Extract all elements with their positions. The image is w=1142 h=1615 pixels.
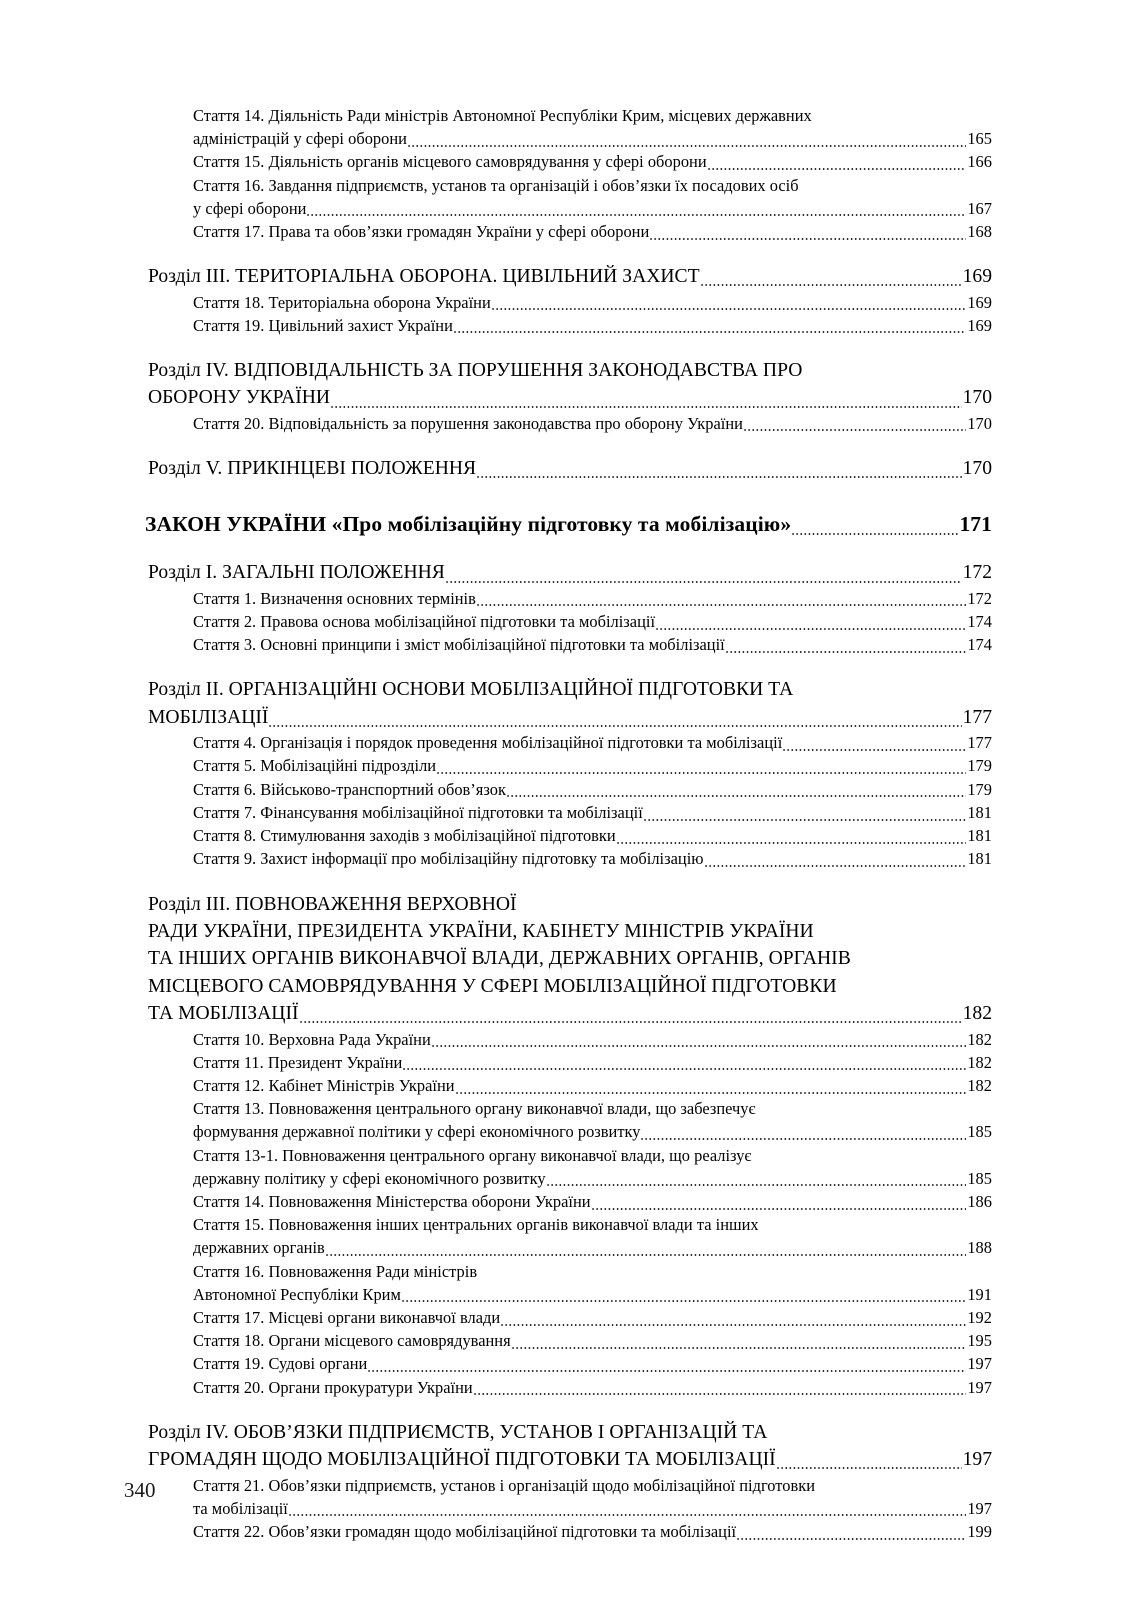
dot-leader <box>743 419 966 435</box>
toc-entry-line: ТА ІНШИХ ОРГАНІВ ВИКОНАВЧОЇ ВЛАДИ, ДЕРЖАВНИХ ОРГАНІВ, ОРГАНІВ <box>148 948 851 970</box>
toc-page-number: 191 <box>967 1284 992 1304</box>
dot-leader <box>782 738 966 754</box>
dot-leader <box>506 785 966 801</box>
toc-entry-title: Стаття 1. Визначення основних термінів <box>193 588 476 608</box>
toc-leader-row <box>145 509 992 539</box>
toc-page-number: 197 <box>967 1377 992 1397</box>
toc-leader-row <box>193 1520 992 1543</box>
toc-entry-line: Стаття 21. Обов’язки підприємств, установ і організацій щодо мобілізаційної підготовки <box>193 1475 816 1495</box>
toc-page-number: 182 <box>967 1052 992 1072</box>
toc-page-number: 172 <box>967 588 992 608</box>
toc-page-number: 195 <box>967 1331 992 1351</box>
toc-leader-row <box>193 1051 992 1074</box>
toc-article-entry[interactable] <box>193 174 992 220</box>
toc-article-entry[interactable] <box>193 633 992 656</box>
toc-entry-line: Стаття 13. Повноваження центрального органу виконавчої влади, що забезпечує <box>193 1099 756 1119</box>
toc-leader-row <box>193 1190 992 1213</box>
dot-leader <box>401 1290 966 1306</box>
toc-entry-title: Стаття 3. Основні принципи і зміст мобілізаційної підготовки та мобілізації <box>193 635 725 655</box>
toc-leader-row <box>193 778 992 801</box>
toc-entry-title: ГРОМАДЯН ЩОДО МОБІЛІЗАЦІЙНОЇ ПІДГОТОВКИ ТА МОБІЛІЗАЦІЇ <box>148 1449 776 1471</box>
toc-leader-row <box>193 754 992 777</box>
toc-article-entry[interactable] <box>193 220 992 243</box>
toc-leader-row <box>193 1074 992 1097</box>
toc-entry-title: Стаття 9. Захист інформації про мобілізаційну підготовку та мобілізацію <box>193 849 704 869</box>
toc-leader-row <box>193 610 992 633</box>
toc-entry-line: Розділ IV. ОБОВ’ЯЗКИ ПІДПРИЄМСТВ, УСТАНОВ І ОРГАНІЗАЦІЙ ТА <box>148 1421 768 1443</box>
toc-page-number: 170 <box>967 413 992 433</box>
toc-article-entry[interactable] <box>193 1376 992 1399</box>
dot-leader <box>288 1504 967 1520</box>
toc-page-number: 166 <box>967 152 992 172</box>
dot-leader <box>367 1359 966 1375</box>
toc-page-number: 169 <box>967 292 992 312</box>
toc-entry-title: Розділ I. ЗАГАЛЬНІ ПОЛОЖЕННЯ <box>148 562 445 584</box>
toc-article-entry[interactable] <box>193 412 992 435</box>
toc-leader-row <box>193 150 992 173</box>
toc-entry-title: Стаття 19. Судові органи <box>193 1354 368 1374</box>
toc-leader-row <box>193 824 992 847</box>
dot-leader <box>707 157 967 173</box>
toc-page-number: 181 <box>967 802 992 822</box>
toc-entry-line: РАДИ УКРАЇНИ, ПРЕЗИДЕНТА УКРАЇНИ, КАБІНЕТУ МІНІСТРІВ УКРАЇНИ <box>148 920 814 942</box>
dot-leader <box>306 204 966 220</box>
toc-page-number: 169 <box>962 266 992 288</box>
toc-page-number: 179 <box>967 779 992 799</box>
toc-leader-row <box>193 1283 992 1306</box>
dot-leader <box>643 808 967 824</box>
toc-leader-row <box>193 1352 992 1375</box>
toc-section-entry[interactable] <box>148 263 992 290</box>
toc-section-entry[interactable] <box>148 676 992 731</box>
toc-entry-title: Стаття 20. Відповідальність за порушення законодавства про оборону України <box>193 413 743 433</box>
dot-leader <box>476 463 961 483</box>
toc-article-entry[interactable] <box>193 1520 992 1543</box>
dot-leader <box>791 518 958 540</box>
dot-leader <box>725 640 967 656</box>
toc-section-entry[interactable] <box>148 357 992 412</box>
toc-page-number: 179 <box>967 756 992 776</box>
dot-leader <box>453 321 966 337</box>
toc-entry-title: Автономної Республіки Крим <box>193 1284 401 1304</box>
toc-entry-line: Стаття 14. Діяльність Ради міністрів Автономної Республіки Крим, місцевих державних <box>193 106 812 125</box>
dot-leader <box>591 1197 967 1213</box>
dot-leader <box>325 1243 967 1259</box>
dot-leader <box>655 617 966 633</box>
dot-leader <box>704 854 967 870</box>
toc-entry-line: Стаття 13-1. Повноваження центрального органу виконавчої влади, що реалізує <box>193 1145 752 1165</box>
toc-page-number: 174 <box>967 612 992 632</box>
toc-page-number: 192 <box>967 1307 992 1327</box>
toc-entry-line: Розділ II. ОРГАНІЗАЦІЙНІ ОСНОВИ МОБІЛІЗАЦІЙНОЇ ПІДГОТОВКИ ТА <box>148 679 794 701</box>
toc-article-entry[interactable] <box>193 731 992 754</box>
toc-page-number: 188 <box>967 1238 992 1258</box>
toc-section-entry[interactable] <box>148 455 992 482</box>
dot-leader <box>476 594 966 610</box>
toc-entry-title: Розділ III. ТЕРИТОРІАЛЬНА ОБОРОНА. ЦИВІЛЬНИЙ ЗАХИСТ <box>148 266 700 288</box>
toc-entry-line: Стаття 16. Завдання підприємств, установ та організацій і обов’язки їх посадових осіб <box>193 175 799 195</box>
toc-entry-title: Стаття 2. Правова основа мобілізаційної підготовки та мобілізації <box>193 612 656 632</box>
toc-leader-row <box>193 1236 992 1259</box>
toc-entry-title: Стаття 10. Верховна Рада України <box>193 1029 431 1049</box>
toc-leader-row <box>193 731 992 754</box>
toc-entry-title: державних органів <box>193 1238 325 1258</box>
toc-leader-row <box>193 1120 992 1143</box>
dot-leader <box>330 392 961 412</box>
toc-page-number: 167 <box>967 198 992 218</box>
toc-entry-title: ЗАКОН УКРАЇНИ «Про мобілізаційну підготовку та мобілізацію» <box>145 512 792 537</box>
dot-leader <box>431 1034 967 1050</box>
toc-entry-title: Розділ V. ПРИКІНЦЕВІ ПОЛОЖЕННЯ <box>148 458 477 480</box>
dot-leader <box>407 134 966 150</box>
dot-leader <box>700 271 962 291</box>
toc-entry-title: Стаття 4. Організація і порядок проведення мобілізаційної підготовки та мобілізації <box>193 733 783 753</box>
dot-leader <box>491 297 967 313</box>
toc-leader-row <box>148 1446 992 1473</box>
toc-entry-title: Стаття 6. Військово-транспортний обов’язок <box>193 779 506 799</box>
toc-article-entry[interactable] <box>193 1260 992 1306</box>
toc-page-number: 170 <box>962 387 992 409</box>
toc-article-entry[interactable] <box>193 847 992 870</box>
dot-leader <box>436 761 966 777</box>
toc-leader-row <box>193 412 992 435</box>
toc-entry-title: Стаття 15. Діяльність органів місцевого самоврядування у сфері оборони <box>193 152 707 172</box>
toc-page-number: 182 <box>962 1003 992 1025</box>
dot-leader <box>511 1336 967 1352</box>
toc-leader-row <box>148 704 992 731</box>
toc-law-title-entry[interactable] <box>145 509 992 539</box>
toc-article-entry[interactable] <box>193 104 992 150</box>
dot-leader <box>455 1081 967 1097</box>
toc-leader-row <box>193 1329 992 1352</box>
toc-entry-title: Стаття 18. Органи місцевого самоврядування <box>193 1331 511 1351</box>
toc-article-entry[interactable] <box>193 1051 992 1074</box>
toc-entry-title: та мобілізації <box>193 1498 288 1518</box>
toc-entry-title: Стаття 17. Права та обов’язки громадян України у сфері оборони <box>193 222 650 242</box>
toc-entry-title: адміністрацій у сфері оборони <box>193 129 407 149</box>
toc-page-number: 197 <box>967 1498 992 1518</box>
toc-entry-line: МІСЦЕВОГО САМОВРЯДУВАННЯ У СФЕРІ МОБІЛІЗАЦІЙНОЇ ПІДГОТОВКИ <box>148 975 837 997</box>
dot-leader <box>640 1127 966 1143</box>
toc-article-entry[interactable] <box>193 1213 992 1259</box>
toc-article-entry[interactable] <box>193 587 992 610</box>
toc-entry-title: Стаття 19. Цивільний захист України <box>193 315 453 335</box>
toc-leader-row <box>148 384 992 411</box>
toc-entry-title: Стаття 7. Фінансування мобілізаційної підготовки та мобілізації <box>193 802 643 822</box>
dot-leader <box>500 1313 966 1329</box>
toc-entry-title: Стаття 17. Місцеві органи виконавчої влади <box>193 1307 501 1327</box>
toc-article-entry[interactable] <box>193 1352 992 1375</box>
toc-entry-title: Стаття 12. Кабінет Міністрів України <box>193 1075 455 1095</box>
toc-entry-title: Стаття 5. Мобілізаційні підрозділи <box>193 756 437 776</box>
toc-page-number: 181 <box>967 826 992 846</box>
toc-page-number: 171 <box>959 512 992 537</box>
toc-entry-title: державну політику у сфері економічного розвитку <box>193 1168 546 1188</box>
toc-entry-title: ТА МОБІЛІЗАЦІЇ <box>148 1003 299 1025</box>
toc-section-entry[interactable] <box>148 559 992 586</box>
toc-article-entry[interactable] <box>193 754 992 777</box>
toc-page-number: 185 <box>967 1168 992 1188</box>
toc-section-entry[interactable] <box>148 891 992 1028</box>
page-folio: 340 <box>124 1478 156 1502</box>
toc-page-number: 177 <box>962 706 992 728</box>
toc-article-entry[interactable] <box>193 1306 992 1329</box>
toc-leader-row <box>193 587 992 610</box>
toc-leader-row <box>193 1376 992 1399</box>
toc-article-entry[interactable] <box>193 1028 992 1051</box>
toc-entry-title: Стаття 8. Стимулювання заходів з мобілізаційної підготовки <box>193 826 616 846</box>
toc-page-number: 169 <box>967 315 992 335</box>
toc-page-number: 165 <box>967 129 992 149</box>
toc-leader-row <box>193 1028 992 1051</box>
toc-page-number: 185 <box>967 1122 992 1142</box>
toc-entry-title: Стаття 18. Територіальна оборона України <box>193 292 491 312</box>
toc-article-entry[interactable] <box>193 1474 992 1520</box>
toc-article-entry[interactable] <box>193 801 992 824</box>
toc-leader-row <box>193 197 992 220</box>
toc-page-number: 186 <box>967 1191 992 1211</box>
toc-page-number: 197 <box>967 1354 992 1374</box>
toc-entry-title: Стаття 11. Президент України <box>193 1052 403 1072</box>
dot-leader <box>546 1174 967 1190</box>
toc-page-number: 182 <box>967 1029 992 1049</box>
toc-leader-row <box>193 220 992 243</box>
toc-leader-row <box>148 1000 992 1027</box>
toc-leader-row <box>193 847 992 870</box>
toc-entry-title: Стаття 20. Органи прокуратури України <box>193 1377 473 1397</box>
toc-leader-row <box>193 1497 992 1520</box>
toc-leader-row <box>193 1167 992 1190</box>
toc-leader-row <box>148 559 992 586</box>
toc-page-number: 168 <box>967 222 992 242</box>
toc-page-number: 174 <box>967 635 992 655</box>
toc-section-entry[interactable] <box>148 1419 992 1474</box>
toc-entry-line: Розділ IV. ВІДПОВІДАЛЬНІСТЬ ЗА ПОРУШЕННЯ ЗАКОНОДАВСТВА ПРО <box>148 360 803 382</box>
toc-entry-title: формування державної політики у сфері економічного розвитку <box>193 1122 641 1142</box>
toc-article-entry[interactable] <box>193 1190 992 1213</box>
dot-leader <box>402 1058 966 1074</box>
toc-page-number: 177 <box>967 733 992 753</box>
toc-leader-row <box>193 314 992 337</box>
toc-leader-row <box>193 801 992 824</box>
toc-article-entry[interactable] <box>193 1074 992 1097</box>
toc-leader-row <box>193 633 992 656</box>
toc-page-number: 197 <box>962 1449 992 1471</box>
toc-page-number: 172 <box>962 562 992 584</box>
toc-leader-row <box>148 263 992 290</box>
toc-page-number: 199 <box>967 1522 992 1541</box>
table-of-contents <box>145 104 992 1543</box>
dot-leader <box>268 712 961 732</box>
toc-article-entry[interactable] <box>193 1329 992 1352</box>
toc-page-number: 170 <box>962 458 992 480</box>
toc-entry-line: Стаття 16. Повноваження Ради міністрів <box>193 1261 478 1281</box>
dot-leader <box>445 567 962 587</box>
toc-article-entry[interactable] <box>193 610 992 633</box>
toc-article-entry[interactable] <box>193 1097 992 1143</box>
toc-leader-row <box>193 1306 992 1329</box>
dot-leader <box>736 1527 966 1543</box>
toc-page-number: 181 <box>967 849 992 869</box>
dot-leader <box>616 831 967 847</box>
toc-entry-line: Розділ III. ПОВНОВАЖЕННЯ ВЕРХОВНОЇ <box>148 893 517 915</box>
toc-leader-row <box>148 455 992 482</box>
toc-entry-title: ОБОРОНУ УКРАЇНИ <box>148 387 331 409</box>
dot-leader <box>299 1008 962 1028</box>
toc-entry-title: Стаття 14. Повноваження Міністерства оборони України <box>193 1191 591 1211</box>
toc-article-entry[interactable] <box>193 1144 992 1190</box>
toc-entry-title: у сфері оборони <box>193 198 307 218</box>
dot-leader <box>473 1382 967 1398</box>
toc-leader-row <box>193 127 992 150</box>
toc-article-entry[interactable] <box>193 824 992 847</box>
toc-entry-title: Стаття 22. Обов’язки громадян щодо мобілізаційної підготовки та мобілізації <box>193 1522 737 1541</box>
toc-article-entry[interactable] <box>193 291 992 314</box>
toc-entry-line: Стаття 15. Повноваження інших центральних органів виконавчої влади та інших <box>193 1215 759 1235</box>
toc-page-number: 182 <box>967 1075 992 1095</box>
toc-article-entry[interactable] <box>193 150 992 173</box>
toc-article-entry[interactable] <box>193 778 992 801</box>
dot-leader <box>649 227 966 243</box>
dot-leader <box>776 1454 962 1474</box>
toc-article-entry[interactable] <box>193 314 992 337</box>
toc-entry-title: МОБІЛІЗАЦІЇ <box>148 706 269 728</box>
toc-leader-row <box>193 291 992 314</box>
